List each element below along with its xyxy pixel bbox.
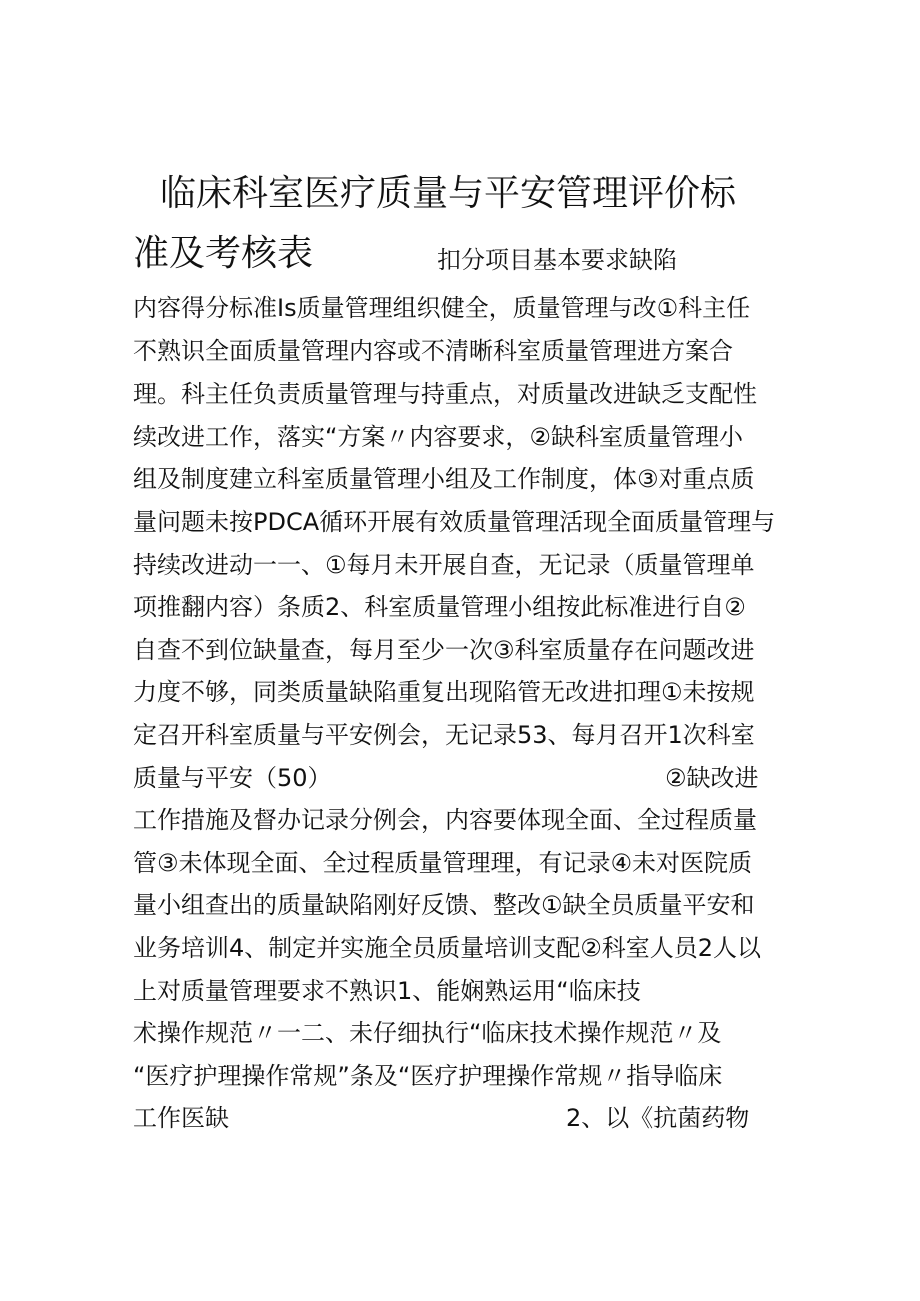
body-line-14: 管③未体现全面、全过程质量管理理，有记录④未对医院质 [133, 849, 753, 877]
body-fragment-right-2: 2、以《抗菌药物 [566, 1104, 750, 1132]
body-line-3: 理。科主任负责质量管理与持重点，对质量改进缺乏支配性 [133, 380, 757, 408]
document-title-line-1: 临床科室医疗质量与平安管理评价标 [160, 173, 737, 214]
body-line-17: 上对质量管理要求不熟识1、能娴熟运用“临床技 [133, 977, 641, 1005]
body-line-18: 术操作规范〃一二、未仔细执行“临床技术操作规范〃及 [133, 1019, 722, 1047]
body-line-10: 力度不够，同类质量缺陷重复出现陷管无改进扣理①未按规 [133, 678, 755, 706]
body-line-11: 定召开科室质量与平安例会，无记录53、每月召开1次科室 [133, 721, 755, 749]
body-fragment-right-1: ②缺改进 [665, 764, 759, 792]
body-line-19: “医疗护理操作常规”条及“医疗护理操作常规〃指导临床 [133, 1062, 723, 1090]
body-line-4: 续改进工作，落实“方案〃内容要求，②缺科室质量管理小 [133, 423, 743, 451]
body-line-13: 工作措施及督办记录分例会，内容要体现全面、全过程质量 [133, 806, 757, 834]
body-line-20: 工作医缺 [133, 1104, 229, 1132]
body-line-15: 量小组查出的质量缺陷刚好反馈、整改①缺全员质量平安和 [133, 891, 755, 919]
body-line-16: 业务培训4、制定并实施全员质量培训支配②科室人员2人以 [133, 934, 762, 962]
body-line-1: 内容得分标准Is质量管理组织健全，质量管理与改①科主任 [133, 294, 751, 322]
body-line-5: 组及制度建立科室质量管理小组及工作制度，体③对重点质 [133, 465, 755, 493]
document-title-line-2: 准及考核表 [133, 233, 314, 274]
body-line-9: 自查不到位缺量查，每月至少一次③科室质量存在问题改进 [133, 636, 755, 664]
body-line-8: 项推翻内容）条质2、科室质量管理小组按此标准进行自② [133, 593, 746, 621]
body-line-2: 不熟识全面质量管理内容或不清晰科室质量管理进方案合 [133, 337, 733, 365]
body-line-12: 质量与平安（50） [133, 764, 332, 792]
body-line-7: 持续改进动一一、①每月未开展自查，无记录（质量管理单 [133, 551, 755, 579]
table-header-text: 扣分项目基本要求缺陷 [437, 246, 677, 274]
body-line-6: 量问题未按PDCA循环开展有效质量管理活现全面质量管理与 [133, 508, 776, 536]
